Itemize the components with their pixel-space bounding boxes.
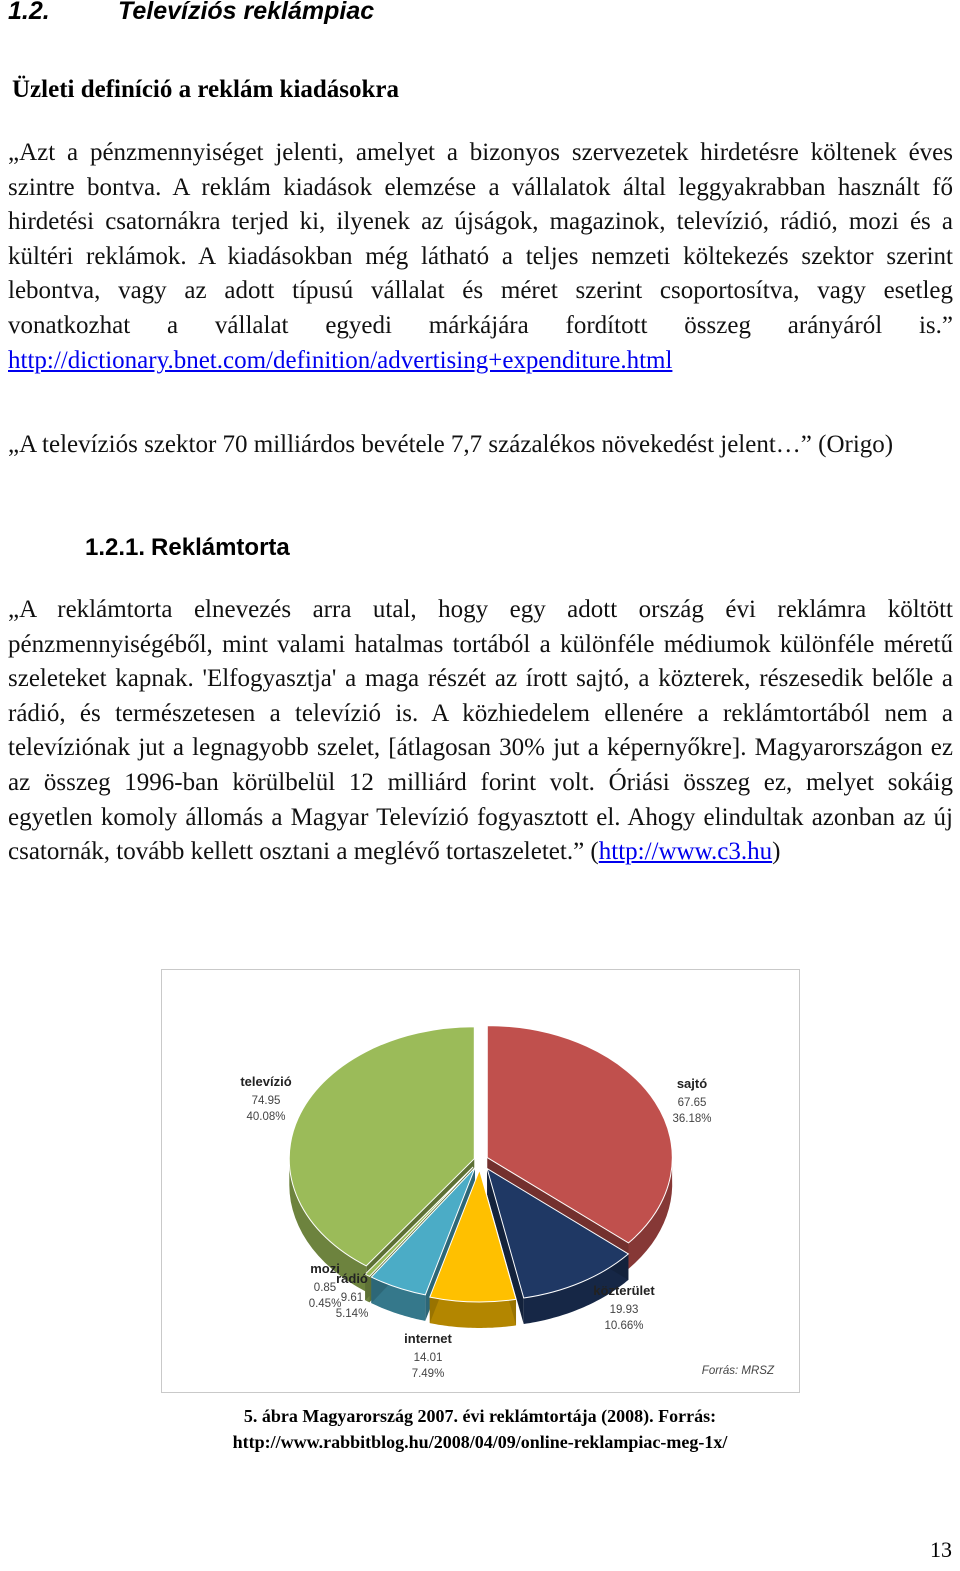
slice-label: televízió [240, 1074, 292, 1089]
subsubsection-number: 1.2.1. [85, 534, 146, 561]
section-number: 1.2. [8, 0, 50, 25]
definition-link[interactable]: http://dictionary.bnet.com/definition/advertising+expenditure.html [8, 346, 673, 374]
pie-chart [162, 970, 799, 1392]
slice-value: 14.01 [413, 1352, 443, 1364]
origo-quote: „A televíziós szektor 70 milliárdos bevétele 7,7 százalékos növekedést jelent…” (Origo) [8, 431, 894, 458]
slice-percent: 36.18% [672, 1113, 712, 1125]
figure-caption-line2: http://www.rabbitblog.hu/2008/04/09/online-reklampiac-meg-1x/ [232, 1432, 728, 1452]
subsection-title: Üzleti definíció a reklám kiadásokra [12, 76, 400, 103]
definition-text: „Azt a pénzmennyiséget jelenti, amelyet a bizonyos szervezetek hirdetésre költenek éves szintre bontva. A reklám kiadások elemzése a vállalatok által leggyakrabban használt fő hirdetési csatornákra terjed ki, ilyenek az újságok, magazinok, televízió, rádió, mozi és a kültéri reklámok. A kiadásokban még látható a teljes nemzeti költekezés szektor szerint lebontva, vagy az adott típusú vállalat és méret szerint csoportosítva, vagy esetleg vonatkozhat a vállalat egyedi márkájára fordított összeg arányáról is.” [8, 139, 953, 339]
slice-percent: 5.14% [335, 1308, 369, 1320]
section-title: Televíziós reklámpiac [118, 0, 375, 25]
reklamtorta-paragraph [8, 593, 953, 870]
link-open-paren: ( [590, 838, 599, 866]
slice-label: közterület [593, 1283, 655, 1298]
section-heading [8, 0, 374, 26]
slice-value: 9.61 [340, 1292, 364, 1304]
reklamtorta-text: „A reklámtorta elnevezés arra utal, hogy egy adott ország évi reklámra költött pénzmennyiségéből, mint valami hatalmas tortából a különféle médiumok különféle méretű szeleteket kapnak. 'Elfogyasztja' a maga részét az írott sajtó, a közterek, részesedik belőle a rádió, és természetesen a televízió is. A közhiedelem ellenére a reklámtortából nem a televíziónak jut a legnagyobb szelet, [átlagosan 30% jut a képernyőkre]. Magyarországon ez az összeg 1996-ban körülbelül 12 milliárd forint volt. Óriási összeg ez, melyet sokáig egyetlen komoly állomás a Magyar Televízió fogyasztott el. Ahogy elindultak azonban az új csatornák, tovább kellett osztani a meglévő tortaszeletet.” [8, 596, 953, 866]
page-number: 13 [930, 1537, 952, 1562]
slice-value: 19.93 [609, 1304, 639, 1316]
figure-caption-line1: 5. ábra Magyarország 2007. évi reklámtortája (2008). Forrás: [243, 1406, 717, 1426]
pie-chart-figure [161, 969, 800, 1393]
slice-label: sajtó [676, 1076, 708, 1091]
definition-paragraph [8, 136, 953, 378]
slice-label: internet [404, 1331, 452, 1346]
chart-source-note: Forrás: MRSZ [701, 1365, 774, 1377]
slice-label: mozi [310, 1261, 340, 1276]
slice-percent: 40.08% [246, 1111, 286, 1123]
slice-value: 67.65 [677, 1097, 707, 1109]
slice-value: 74.95 [251, 1095, 281, 1107]
slice-percent: 0.45% [308, 1298, 342, 1310]
subsubsection-heading [85, 534, 290, 562]
slice-percent: 10.66% [604, 1320, 644, 1332]
slice-percent: 7.49% [411, 1368, 445, 1380]
c3-link[interactable]: http://www.c3.hu [598, 838, 773, 866]
slice-label: rádió [336, 1271, 368, 1286]
link-close-paren: ) [772, 838, 781, 866]
slice-value: 0.85 [313, 1282, 337, 1294]
subsubsection-title: Reklámtorta [151, 534, 290, 561]
